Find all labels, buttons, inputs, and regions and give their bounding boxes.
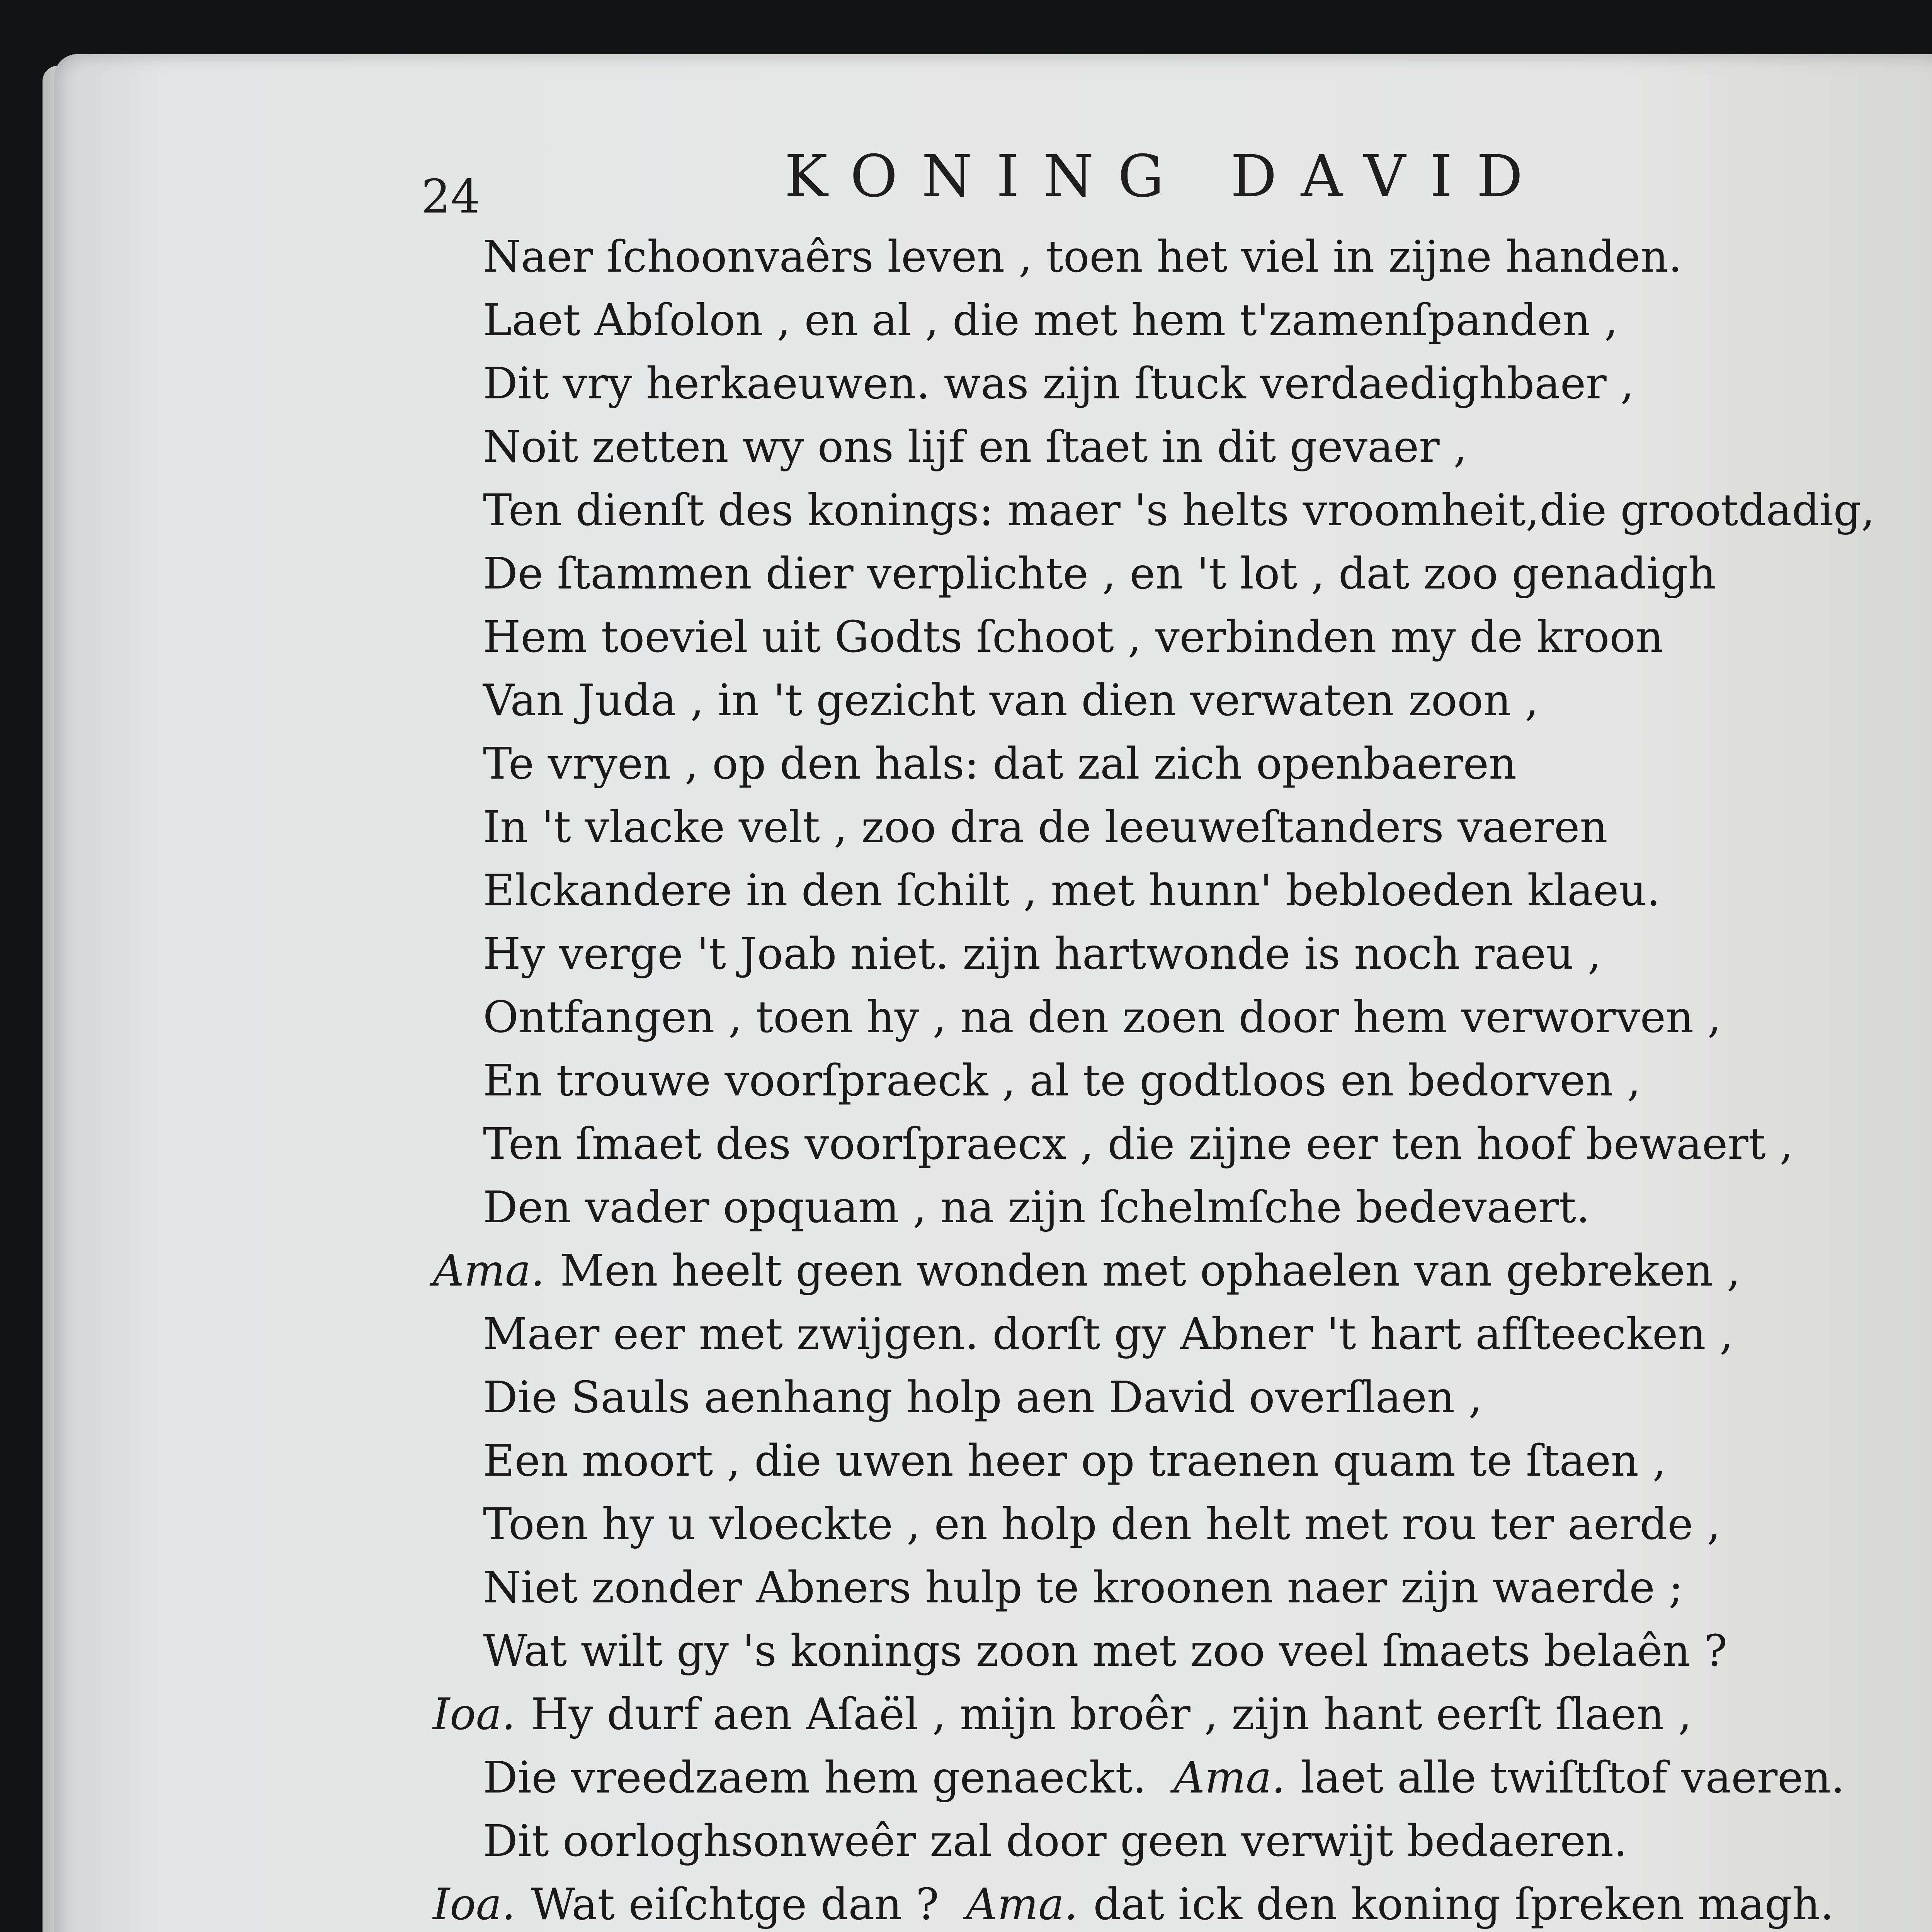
line-text: Men heelt geen wonden met ophaelen van gebreken , [560, 1246, 1741, 1296]
verse-line [483, 418, 1467, 476]
line-text: Hem toeviel uit Godts ſchoot , verbinden my de kroon [483, 612, 1664, 662]
line-text: Laet Abſolon , en al , die met hem t'zamenſpanden , [483, 295, 1618, 345]
speaker-label: Ioa. [433, 1689, 516, 1740]
line-text: dat ick den koning ſpreken magh. [1093, 1879, 1834, 1930]
verse-line [483, 1622, 1727, 1680]
speaker-label: Ama. [1173, 1753, 1286, 1803]
line-text: Wat eiſchtge dan ? [531, 1879, 939, 1930]
verse-line [483, 798, 1607, 856]
verse-line [483, 1812, 1628, 1870]
line-text: Wat wilt gy 's konings zoon met zoo veel ſmaets belaên ? [483, 1626, 1728, 1676]
verse-line [483, 735, 1517, 793]
verse-line [433, 1242, 1740, 1300]
verse-line [483, 608, 1663, 666]
line-text: Maer eer met zwijgen. dorſt gy Abner 't hart afſteecken , [483, 1309, 1733, 1359]
verse-line [483, 481, 1875, 539]
verse-line [483, 1305, 1733, 1363]
line-text: De ſtammen dier verplichte , en 't lot , dat zoo genadigh [483, 549, 1716, 599]
verse-line [483, 1432, 1666, 1490]
line-text: Die Sauls aenhang holp aen David overſlaen , [483, 1372, 1483, 1423]
verse-line [433, 1876, 1834, 1932]
verse-line [483, 672, 1539, 730]
line-text: Van Juda , in 't gezicht van dien verwaten zoon , [483, 675, 1539, 726]
verse-line [483, 545, 1716, 603]
verse-line [483, 1052, 1641, 1110]
speaker-label: Ama. [433, 1246, 545, 1296]
line-text: Naer ſchoonvaêrs leven , toen het viel in zijne handen. [483, 232, 1682, 282]
line-text: Ontfangen , toen hy , na den zoen door hem verworven , [483, 992, 1721, 1043]
verse-line [483, 1495, 1721, 1553]
verse-line [483, 228, 1682, 286]
verse-line [483, 988, 1721, 1046]
line-text: Die vreedzaem hem genaeckt. [483, 1753, 1147, 1803]
line-text: Elckandere in den ſchilt , met hunn' bebloeden klaeu. [483, 866, 1660, 916]
line-text: Ten dienſt des konings: maer 's helts vroomheit,die grootdadig, [483, 485, 1875, 536]
verse-line [483, 1179, 1590, 1236]
line-text: Een moort , die uwen heer op traenen quam te ſtaen , [483, 1436, 1667, 1486]
speaker-label: Ama. [966, 1879, 1078, 1930]
line-text: Dit vry herkaeuwen. was zijn ſtuck verdaedighbaer , [483, 359, 1634, 409]
speaker-label: Ioa. [433, 1879, 516, 1930]
line-text: laet alle twiſtſtof vaeren. [1301, 1753, 1845, 1803]
line-text: En trouwe voorſpraeck , al te godtloos en bedorven , [483, 1056, 1641, 1106]
line-text: Niet zonder Abners hulp te kroonen naer zijn waerde ; [483, 1563, 1684, 1613]
running-head: KONING DAVID [784, 143, 1547, 210]
line-text: In 't vlacke velt , zoo dra de leeuweſtanders vaeren [483, 802, 1608, 852]
line-text: Den vader opquam , na zijn ſchelmſche bedevaert. [483, 1182, 1590, 1233]
verse-line [483, 1369, 1482, 1427]
line-text: Hy durf aen Aſaël , mijn broêr , zijn hant eerſt ſlaen , [531, 1689, 1692, 1740]
verse-line [483, 925, 1601, 983]
line-text: Toen hy u vloeckte , en holp den helt met rou ter aerde , [483, 1499, 1721, 1549]
line-text: Dit oorloghsonweêr zal door geen verwijt bedaeren. [483, 1816, 1628, 1866]
line-text: Te vryen , op den hals: dat zal zich openbaeren [483, 739, 1517, 789]
verse-line [483, 862, 1660, 920]
line-text: Hy verge 't Joab niet. zijn hartwonde is noch raeu , [483, 929, 1602, 979]
verse-line [483, 291, 1618, 349]
line-text: Noit zetten wy ons lijf en ſtaet in dit gevaer , [483, 422, 1467, 472]
verse-line [433, 1685, 1692, 1743]
verse-line [483, 355, 1634, 413]
verse-line [483, 1749, 1845, 1807]
page-number: 24 [421, 170, 480, 224]
line-text: Ten ſmaet des voorſpraecx , die zijne eer ten hoof bewaert , [483, 1119, 1793, 1169]
verse-line [483, 1115, 1793, 1173]
verse-line [483, 1559, 1683, 1617]
